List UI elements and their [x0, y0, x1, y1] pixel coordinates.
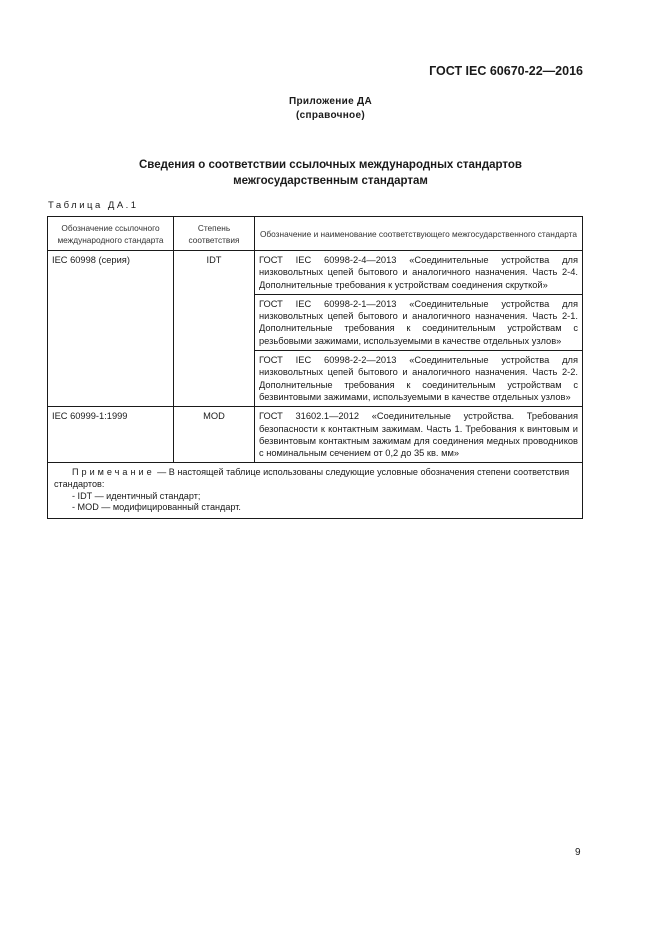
note-item-mod: - MOD — модифицированный стандарт. [72, 502, 241, 513]
section-title [0, 157, 661, 189]
table-row [48, 251, 583, 295]
header-degree: Степень соответствия [174, 217, 255, 251]
page-number: 9 [575, 847, 581, 858]
ref-standard-cell: IEC 60999-1:1999 [48, 407, 174, 463]
appendix-title: Приложение ДА [289, 96, 372, 107]
interstate-standard-cell: ГОСТ IEC 60998-2-1—2013 «Соединительные устройства для низковольтных цепей бытового и аналогичного назначения. Часть 2-1. Дополнительные требования к соединительным устройствам с резьбовыми зажимами, используемыми в качестве отдельных узлов» [255, 294, 583, 350]
note-lead: Примечание [72, 467, 155, 478]
interstate-standard-cell: ГОСТ 31602.1—2012 «Соединительные устройства. Требования безопасности к контактным зажимам. Часть 1. Требования к винтовым и безвинтовым контактным зажимам для соединения медных проводников с номинальным сечением от 0,2 до 35 кв. мм» [255, 407, 583, 463]
note-text: — В настоящей таблице использованы следующие условные обозначения степени соответствия стандартов: [54, 467, 570, 490]
appendix-heading [0, 95, 661, 123]
table-caption: Таблица ДА.1 [48, 200, 139, 211]
ref-standard-cell: IEC 60998 (серия) [48, 251, 174, 407]
table-note-row [48, 463, 583, 518]
header-interstate-standard: Обозначение и наименование соответствующего межгосударственного стандарта [255, 217, 583, 251]
table-note [48, 463, 583, 518]
header-ref-standard: Обозначение ссылочного международного стандарта [48, 217, 174, 251]
appendix-subtitle: (справочное) [296, 110, 365, 121]
correspondence-table [47, 216, 583, 519]
document-code: ГОСТ IEC 60670-22—2016 [429, 64, 583, 78]
degree-cell: MOD [174, 407, 255, 463]
section-title-line-2: межгосударственным стандартам [233, 175, 428, 187]
interstate-standard-cell: ГОСТ IEC 60998-2-4—2013 «Соединительные устройства для низковольтных цепей бытового и аналогичного назначения. Часть 2-4. Дополнительные требования к устройствам соединения скруткой» [255, 251, 583, 295]
table-row [48, 407, 583, 463]
table-header-row [48, 217, 583, 251]
section-title-line-1: Сведения о соответствии ссылочных международных стандартов [138, 159, 522, 171]
degree-cell: IDT [174, 251, 255, 407]
interstate-standard-cell: ГОСТ IEC 60998-2-2—2013 «Соединительные устройства для низковольтных цепей бытового и аналогичного назначения. Часть 2-2. Дополнительные требования к соединительным устройствам с безвинтовыми зажимами, используемыми в качестве отдельных узлов» [255, 351, 583, 407]
note-item-idt: - IDT — идентичный стандарт; [72, 490, 201, 501]
